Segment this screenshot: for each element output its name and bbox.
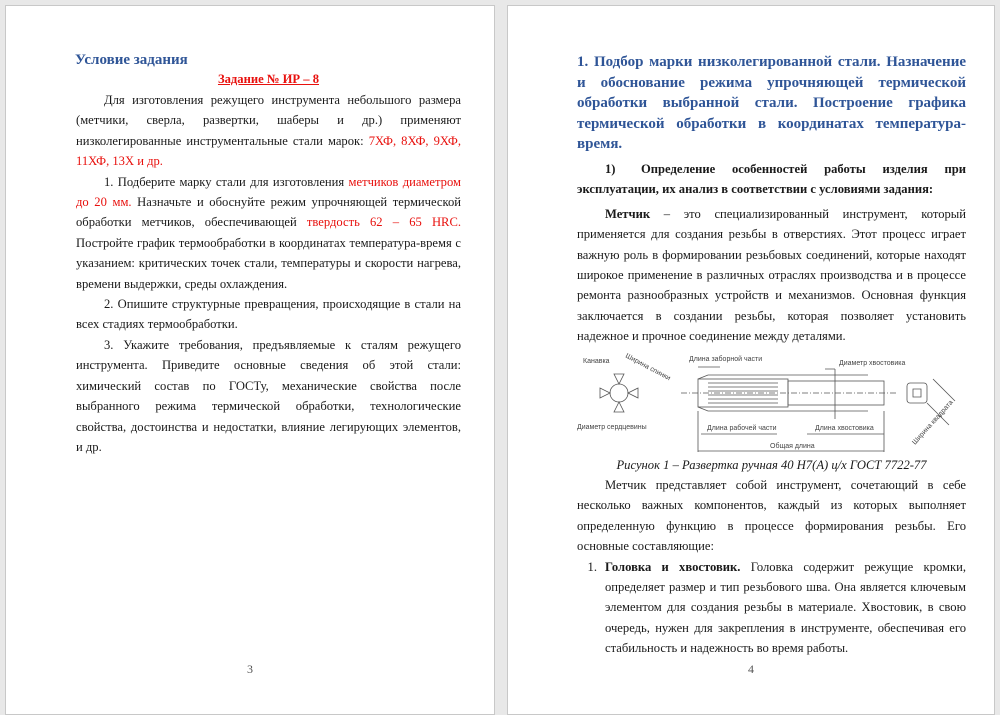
- tap-definition-paragraph: [577, 204, 966, 347]
- intro-text: Для изготовления режущего инструмента небольшого размера (метчики, сверла, развертки, шаберы и др.) применяют низколегированные инструментальные стали марок:: [76, 93, 461, 148]
- intro-paragraph: [76, 90, 461, 172]
- page-3: [5, 5, 495, 715]
- subsection-title: Определение особенностей работы изделия при эксплуатации, их анализ в соответствии с условиями задания:: [577, 161, 966, 197]
- subsection-heading: [577, 159, 966, 200]
- figure-caption: Рисунок 1 – Развертка ручная 40 Н7(А) ц/х ГОСТ 7722-77: [616, 457, 927, 472]
- label-shank-diameter: Диаметр хвостовика: [839, 359, 906, 367]
- page-number: 3: [247, 662, 253, 676]
- item1-text-a: 1. Подберите марку стали для изготовления: [104, 174, 349, 189]
- label-lead-length: Длина заборной части: [689, 355, 763, 363]
- label-groove: Канавка: [583, 357, 610, 365]
- task-body: [76, 90, 461, 457]
- list-item-text: Головка содержит режущие кромки, определяет размер и тип резьбового шва. Она является ключевым элементом для создания резьбы в материале. Хвостовик, в свою очередь, нужен для закрепления в инструменте, обеспечивая его стабильность и надежность во время работы.: [605, 559, 966, 656]
- page-4-body: [577, 52, 966, 659]
- task-item-2: 2. Опишите структурные превращения, происходящие в стали на всех стадиях термообработки.: [76, 297, 461, 332]
- label-back-width: Ширина спинки: [624, 352, 672, 382]
- list-item: [577, 557, 966, 659]
- list-item-number: 1.: [587, 559, 597, 574]
- label-core-diameter: Диаметр сердцевины: [577, 423, 647, 431]
- tap-drawing-figure: [577, 349, 969, 455]
- term-bold: Метчик: [605, 206, 651, 221]
- page-4: [507, 5, 995, 715]
- task-title: Задание № ИР – 8: [217, 72, 320, 86]
- label-square-width: Ширина квадрата: [911, 398, 955, 446]
- list-item-title: Головка и хвостовик.: [605, 559, 741, 574]
- definition-text: – это специализированный инструмент, который применяется для создания резьбы в отверстиях. Этот процесс играет важную роль в формировании резьбовых соединений, которые находят широкое применение в различных отраслях производства и в процессе ремонта разнообразных устройств и механизмов. Основная функция заключается в создании резьбы, которая позволяет установить надежное и прочное соединение между деталями.: [577, 206, 966, 344]
- label-total-length: Общая длина: [770, 442, 815, 450]
- page-number: 4: [748, 662, 754, 676]
- item1-text-c: Постройте график термообработки в координатах температура-время с указанием: критических точек стали, температуры и скорости нагрева, времени выдержки, среды охлаждения.: [76, 235, 461, 291]
- item1-diameter: метчиков диаметром до 20 мм.: [76, 174, 461, 210]
- label-working-length: Длина рабочей части: [707, 424, 777, 432]
- task-item-3: 3. Укажите требования, предъявляемые к сталям режущего инструмента. Приведите основные сведения об этой стали: химический состав по ГОСТу, механические свойства после выбранного режима термической обработки, технологические свойства, достоинства и недостатки, влияние легирующих элементов, и др.: [76, 337, 461, 454]
- label-shank-length: Длина хвостовика: [815, 424, 874, 432]
- task-item-1: [76, 172, 461, 294]
- components-paragraph: Метчик представляет собой инструмент, сочетающий в себе несколько важных компонентов, каждый из которых выполняет определенную функцию в процессе формирования резьбы. Его основные составляющие:: [577, 478, 966, 554]
- section-heading: Условие задания: [75, 52, 188, 68]
- tap-cross-section: [610, 384, 628, 402]
- item1-text-b: Назначьте и обоснуйте режим упрочняющей термической обработки метчиков, обеспечивающей: [76, 195, 461, 230]
- item1-hardness: твердость 62 – 65 HRC.: [306, 215, 461, 230]
- section-heading: 1. Подбор марки низколегированной стали. Назначение и обоснование режима упрочняющей термической обработки выбранной стали. Построение графика термической обработки в координатах температура-время.: [577, 54, 966, 153]
- steel-grades: 7ХФ, 8ХФ, 9ХФ, 11ХФ, 13Х и др.: [76, 133, 461, 169]
- subsection-number: 1): [605, 161, 616, 176]
- components-list: [577, 557, 966, 659]
